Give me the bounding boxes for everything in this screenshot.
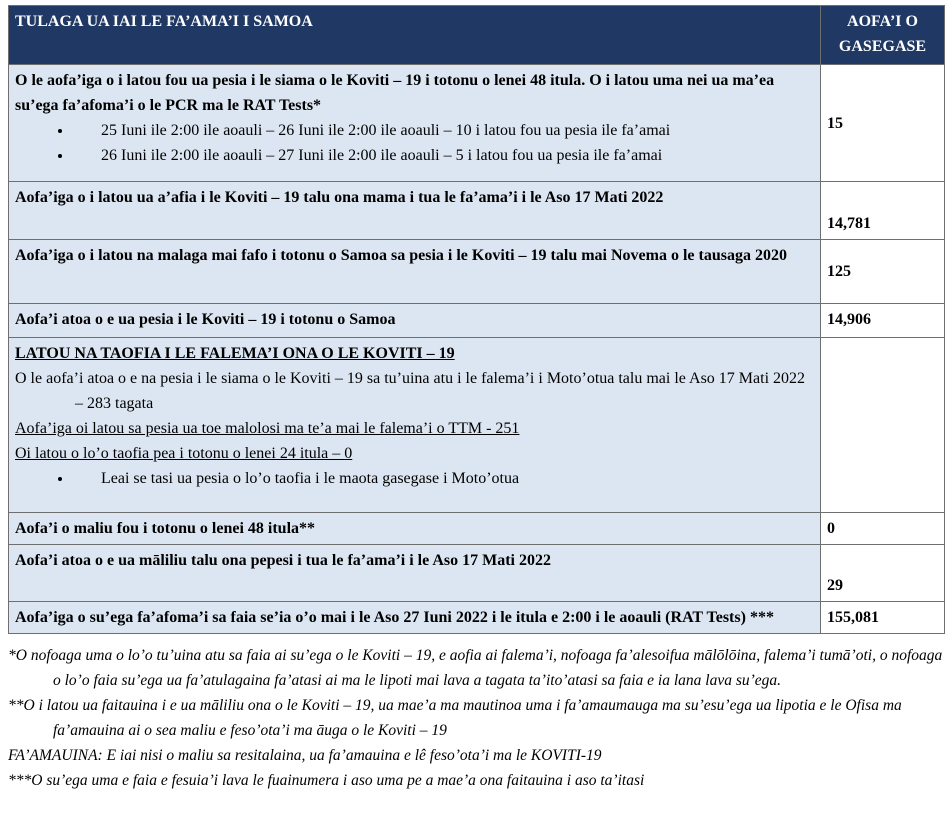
table-header-title: TULAGA UA IAI LE FA’AMA’I I SAMOA xyxy=(9,6,821,65)
new-cases-bullet-1: • 25 Iuni ile 2:00 ile aoauli – 26 Iuni ile 2:00 ile aoauli – 10 i latou fou ua pesia ile fa’amai xyxy=(73,118,814,143)
hospital-title: LATOU NA TAOFIA I LE FALEMA’I ONA O LE KOVITI – 19 xyxy=(15,345,455,362)
hospital-line1b: – 283 tagata xyxy=(75,395,154,412)
row-total-deaths-value: 29 xyxy=(821,545,945,602)
row-new-deaths-desc: Aofa’i o maliu fou i totonu o lenei 48 itula** xyxy=(9,513,821,545)
row-total-deaths-desc: Aofa’i atoa o e ua māliliu talu ona pepesi i tua le fa’ama’i i le Aso 17 Mati 2022 xyxy=(9,545,821,602)
row-hospital-value xyxy=(821,338,945,513)
hospital-line2: Aofa’iga oi latou sa pesia ua toe malolosi ma te’a mai le falema’i o TTM - 251 xyxy=(15,420,520,437)
footnote-4: ***O su’ega uma e faia e fesuia’i lava le fuainumera i aso uma pe a mae’a ona faitauina i aso ta’itasi xyxy=(8,772,645,789)
row-imported-value: 125 xyxy=(821,240,945,304)
footnote-2b: fa’amauina ai o sea maliu e feso’ota’i ma āuga o le Koviti – 19 xyxy=(53,722,447,739)
header-total-line1: AOFA’I O xyxy=(847,13,918,30)
table-header-total xyxy=(821,6,945,65)
row-tests-desc: Aofa’iga o su’ega fa’afoma’i sa faia se’ia o’o mai i le Aso 27 Iuni 2022 i le itula e 2:00 i le aoauli (RAT Tests) *** xyxy=(9,602,821,634)
hospital-bullet: • Leai se tasi ua pesia o lo’o taofia i le maota gasegase i Moto’otua xyxy=(73,466,814,491)
new-cases-bullet-2: • 26 Iuni ile 2:00 ile aoauli – 27 Iuni ile 2:00 ile aoauli – 5 i latou fou ua pesia ile fa’amai xyxy=(73,143,814,168)
row-recovered-value: 14,781 xyxy=(821,182,945,240)
row-new-cases-text: O le aofa’iga o i latou fou ua pesia i le siama o le Koviti – 19 i totonu o lenei 48 itula. O i latou uma nei ua ma’ea su’ega fa’afoma’i o le PCR ma le RAT Tests* xyxy=(15,72,775,114)
row-total-cases-value: 14,906 xyxy=(821,304,945,338)
row-total-cases-desc: Aofa’i atoa o e ua pesia i le Koviti – 19 i totonu o Samoa xyxy=(9,304,821,338)
row-recovered-desc: Aofa’iga o i latou ua a’afia i le Koviti – 19 talu ona mama i tua le fa’ama’i i le Aso 17 Mati 2022 xyxy=(9,182,821,240)
row-new-cases-value: 15 xyxy=(821,65,945,182)
row-imported-desc: Aofa’iga o i latou na malaga mai fafo i totonu o Samoa sa pesia i le Koviti – 19 talu mai Novema o le tausaga 2020 xyxy=(9,240,821,304)
hospital-line1: O le aofa’i atoa o e na pesia i le siama o le Koviti – 19 sa tu’uina atu i le falema’i i Moto’otua talu mai le Aso 17 Mati 2022 xyxy=(15,370,806,387)
header-total-line2: GASEGASE xyxy=(838,38,927,55)
row-new-deaths-value: 0 xyxy=(821,513,945,545)
hospital-line3: Oi latou o lo’o taofia pea i totonu o lenei 24 itula – 0 xyxy=(15,445,353,462)
footnote-1a: *O nofoaga uma o lo’o tu’uina atu sa faia ai su’ega o le Koviti – 19, e aofia ai falema’i, nofoaga fa’alesoifua mālōlōina, falema’i tumā’oti, o nofoaga xyxy=(8,647,943,664)
new-cases-bullets xyxy=(15,118,814,168)
footnote-2a: **O i latou ua faitauina i e ua māliliu ona o le Koviti – 19, ua mae’a ma mautinoa uma i fa’amaumauga ma su’esu’ega ua lipotia e le Ofisa ma xyxy=(8,697,902,714)
footnote-3: FA’AMAUINA: E iai nisi o maliu sa resitalaina, ua fa’amauina e lê feso’ota’i ma le KOVITI-19 xyxy=(8,747,602,764)
covid-status-table xyxy=(8,5,945,634)
row-tests-value: 155,081 xyxy=(821,602,945,634)
footnote-1b: o lo’o faia su’ega ua fa’atulagaina fa’atasi ai ma le lipoti mai lava a tagata ta’ito’atasi sa faia e ia lana lava su’ega. xyxy=(53,672,782,689)
footnotes xyxy=(8,643,944,793)
hospital-bullets xyxy=(15,466,814,491)
row-new-cases-desc xyxy=(9,65,821,182)
row-hospital-desc xyxy=(9,338,821,513)
